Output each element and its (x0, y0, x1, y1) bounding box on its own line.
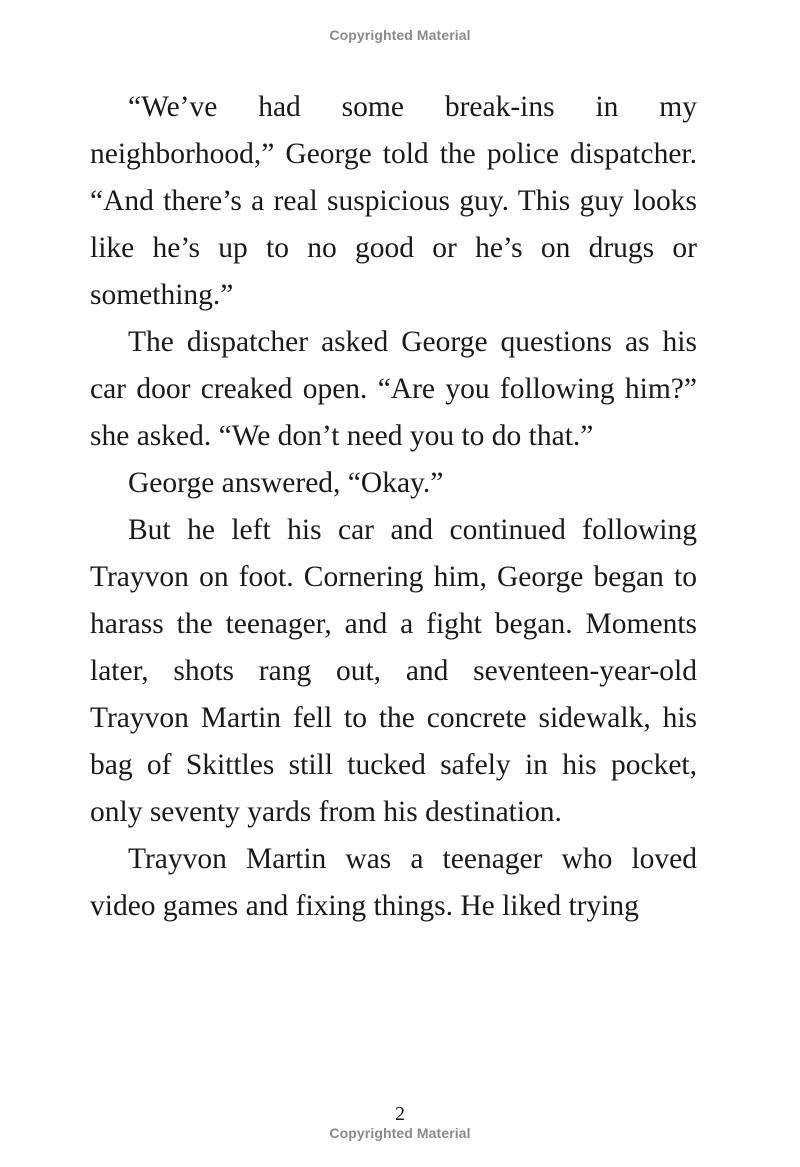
paragraph: The dispatcher asked George questions as his car door creaked open. “Are you following him?” she asked. “We don’t need you to do that.” (90, 326, 697, 452)
paragraph: Trayvon Martin was a teenager who loved video games and fixing things. He liked trying (90, 843, 697, 922)
paragraph: “We’ve had some break-ins in my neighborhood,” George told the police dispatcher. “And there’s a real suspicious guy. This guy looks like he’s up to no good or he’s on drugs or something.” (90, 91, 697, 311)
paragraph: George answered, “Okay.” (128, 467, 444, 499)
copyright-watermark-top: Copyrighted Material (329, 27, 471, 43)
body-text (90, 84, 697, 930)
copyright-watermark-bottom: Copyrighted Material (329, 1125, 471, 1141)
paragraph: But he left his car and continued following Trayvon on foot. Cornering him, George began to harass the teenager, and a fight began. Moments later, shots rang out, and seventeen-year-old Trayvon Martin fell to the concrete sidewalk, his bag of Skittles still tucked safely in his pocket, only seventy yards from his destination. (90, 514, 697, 828)
page-number: 2 (395, 1103, 405, 1125)
